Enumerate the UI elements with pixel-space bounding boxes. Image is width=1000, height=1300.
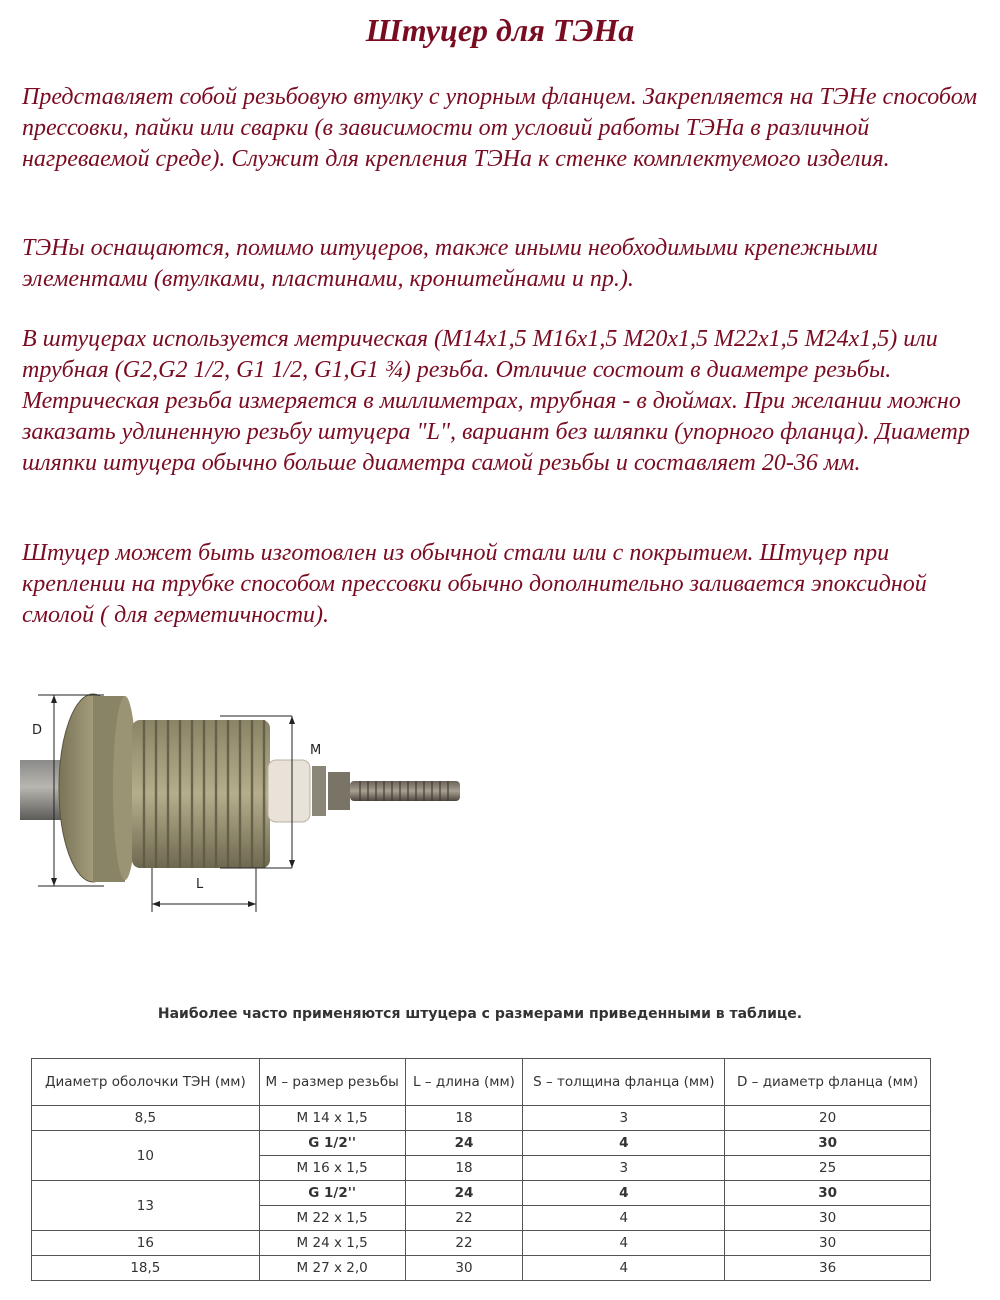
cell-thread: М 24 х 1,5 xyxy=(259,1231,405,1256)
fitting-photo xyxy=(20,688,500,920)
cell-thread: М 16 х 1,5 xyxy=(259,1156,405,1181)
cell-length: 24 xyxy=(405,1131,523,1156)
cell-flange: 30 xyxy=(725,1206,931,1231)
cell-length: 18 xyxy=(405,1106,523,1131)
paragraph-material: Штуцер может быть изготовлен из обычной стали или с покрытием. Штуцер при креплении на трубке способом прессовки обычно дополнительно заливается эпоксидной смолой ( для герметичности). xyxy=(22,540,927,628)
cell-diameter: 10 xyxy=(32,1131,260,1181)
cell-flange: 30 xyxy=(725,1231,931,1256)
cell-thickness: 3 xyxy=(523,1156,725,1181)
cell-thickness: 4 xyxy=(523,1131,725,1156)
cell-thread: G 1/2'' xyxy=(259,1131,405,1156)
table-row xyxy=(32,1231,931,1256)
cell-thickness: 4 xyxy=(523,1181,725,1206)
cell-thread: М 22 х 1,5 xyxy=(259,1206,405,1231)
table-row xyxy=(32,1106,931,1131)
label-m: M xyxy=(310,743,322,758)
header-thickness: S – толщина фланца (мм) xyxy=(523,1059,725,1106)
cell-flange: 36 xyxy=(725,1256,931,1281)
page-title: Штуцер для ТЭНа xyxy=(365,12,635,48)
table-row xyxy=(32,1181,931,1206)
cell-flange: 20 xyxy=(725,1106,931,1131)
cell-length: 22 xyxy=(405,1231,523,1256)
cell-thread: М 14 х 1,5 xyxy=(259,1106,405,1131)
cell-thread: G 1/2'' xyxy=(259,1181,405,1206)
header-thread: М – размер резьбы xyxy=(259,1059,405,1106)
cell-diameter: 18,5 xyxy=(32,1256,260,1281)
cell-diameter: 8,5 xyxy=(32,1106,260,1131)
dimensions-table xyxy=(31,1058,931,1281)
cell-diameter: 16 xyxy=(32,1231,260,1256)
cell-diameter: 13 xyxy=(32,1181,260,1231)
paragraph-fasteners: ТЭНы оснащаются, помимо штуцеров, также иными необходимыми крепежными элементами (втулками, пластинами, кронштейнами и пр.). xyxy=(22,235,878,292)
cell-length: 30 xyxy=(405,1256,523,1281)
cell-length: 18 xyxy=(405,1156,523,1181)
cell-flange: 30 xyxy=(725,1131,931,1156)
paragraph-thread-types: В штуцерах используется метрическая (М14х1,5 М16х1,5 М20х1,5 М22х1,5 М24х1,5) или трубная (G2,G2 1/2, G1 1/2, G1,G1 ¾) резьба. Отличие состоит в диаметре резьбы. Метрическая резьба измеряется в миллиметрах, трубная - в дюймах. При желании можно заказать удлиненную резьбу штуцера "L", вариант без шляпки (упорного фланца). Диаметр шляпки штуцера обычно больше диаметра самой резьбы и составляет 20-36 мм. xyxy=(22,326,970,476)
cell-flange: 25 xyxy=(725,1156,931,1181)
cell-thickness: 3 xyxy=(523,1106,725,1131)
cell-thickness: 4 xyxy=(523,1231,725,1256)
thread-shape xyxy=(132,720,270,868)
cell-thickness: 4 xyxy=(523,1206,725,1231)
table-row xyxy=(32,1131,931,1156)
cell-length: 22 xyxy=(405,1206,523,1231)
header-flange: D – диаметр фланца (мм) xyxy=(725,1059,931,1106)
bolt-shape xyxy=(350,781,460,801)
table-header-row xyxy=(32,1059,931,1106)
table-row xyxy=(32,1256,931,1281)
table-caption: Наиболее часто применяются штуцера с размерами приведенными в таблице. xyxy=(157,1006,803,1022)
label-l: L xyxy=(196,877,204,892)
header-diameter: Диаметр оболочки ТЭН (мм) xyxy=(32,1059,260,1106)
nut-shape xyxy=(312,766,326,816)
cell-flange: 30 xyxy=(725,1181,931,1206)
insulator-shape xyxy=(268,760,310,822)
cell-thickness: 4 xyxy=(523,1256,725,1281)
cell-thread: М 27 х 2,0 xyxy=(259,1256,405,1281)
label-d: D xyxy=(32,723,43,738)
cell-length: 24 xyxy=(405,1181,523,1206)
paragraph-description: Представляет собой резьбовую втулку с упорным фланцем. Закрепляется на ТЭНе способом прессовки, пайки или сварки (в зависимости от условий работы ТЭНа в различной нагреваемой среде). Служит для крепления ТЭНа к стенке комплектуемого изделия. xyxy=(22,84,978,172)
header-length: L – длина (мм) xyxy=(405,1059,523,1106)
